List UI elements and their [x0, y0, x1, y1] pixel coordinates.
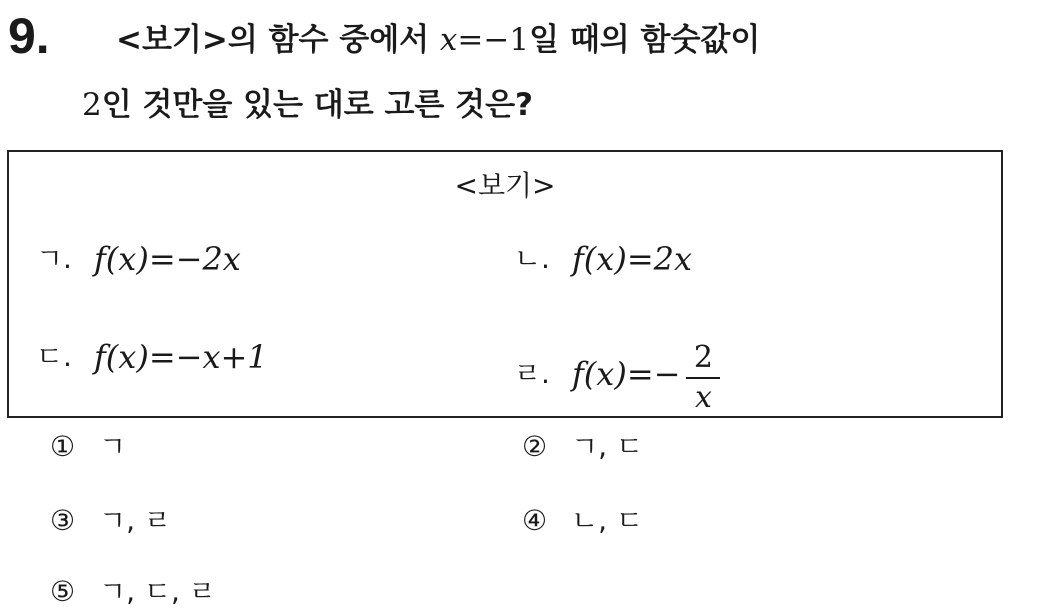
question-condition: 일 때의 함숫값이: [529, 22, 761, 58]
question-prompt: 인 것만을 있는 대로 고른 것은?: [101, 87, 534, 123]
bogi-item-b: [514, 239, 692, 279]
question-target-value: 2: [82, 87, 102, 123]
choice-number: ①: [50, 430, 76, 463]
bogi-expression: f(x)=−: [571, 355, 681, 393]
answer-choice-3[interactable]: [50, 501, 171, 541]
question-variable: x: [439, 22, 458, 58]
answer-choice-2[interactable]: [522, 427, 643, 467]
bogi-marker: ㄹ.: [514, 357, 550, 390]
bogi-marker: ㄴ.: [514, 242, 550, 275]
choice-text: ㄴ, ㄷ: [571, 504, 644, 537]
bogi-box: [7, 150, 1003, 418]
bogi-expression: f(x)=−x+1: [93, 338, 268, 376]
question-number: 9.: [8, 8, 50, 64]
fraction-numerator: 2: [693, 340, 713, 375]
question-value: =−1: [457, 22, 530, 58]
bogi-marker: ㄷ.: [36, 340, 72, 373]
bogi-marker: ㄱ.: [36, 242, 72, 275]
choice-number: ②: [522, 430, 548, 463]
fraction: [686, 341, 720, 415]
choice-text: ㄱ, ㄷ, ㄹ: [99, 575, 216, 608]
answer-choice-1[interactable]: [50, 427, 126, 467]
question-intro: <보기>의 함수 중에서: [116, 22, 440, 58]
fraction-denominator: x: [694, 380, 712, 415]
fraction-bar: [686, 377, 720, 379]
bogi-title: <보기>: [454, 169, 556, 202]
answer-choice-4[interactable]: [522, 501, 643, 541]
choice-number: ③: [50, 504, 76, 537]
bogi-expression: f(x)=2x: [571, 240, 693, 278]
answer-choice-5[interactable]: [50, 572, 216, 612]
choice-number: ④: [522, 504, 548, 537]
choice-text: ㄱ, ㄹ: [99, 504, 172, 537]
choice-number: ⑤: [50, 575, 76, 608]
bogi-item-d: [514, 337, 720, 415]
question-text-line2: [82, 85, 533, 125]
choice-text: ㄱ: [99, 430, 127, 463]
bogi-item-a: [36, 239, 241, 279]
bogi-item-c: [36, 337, 268, 377]
question-text-line1: [116, 20, 760, 60]
bogi-expression: f(x)=−2x: [93, 240, 241, 278]
choice-text: ㄱ, ㄷ: [571, 430, 644, 463]
